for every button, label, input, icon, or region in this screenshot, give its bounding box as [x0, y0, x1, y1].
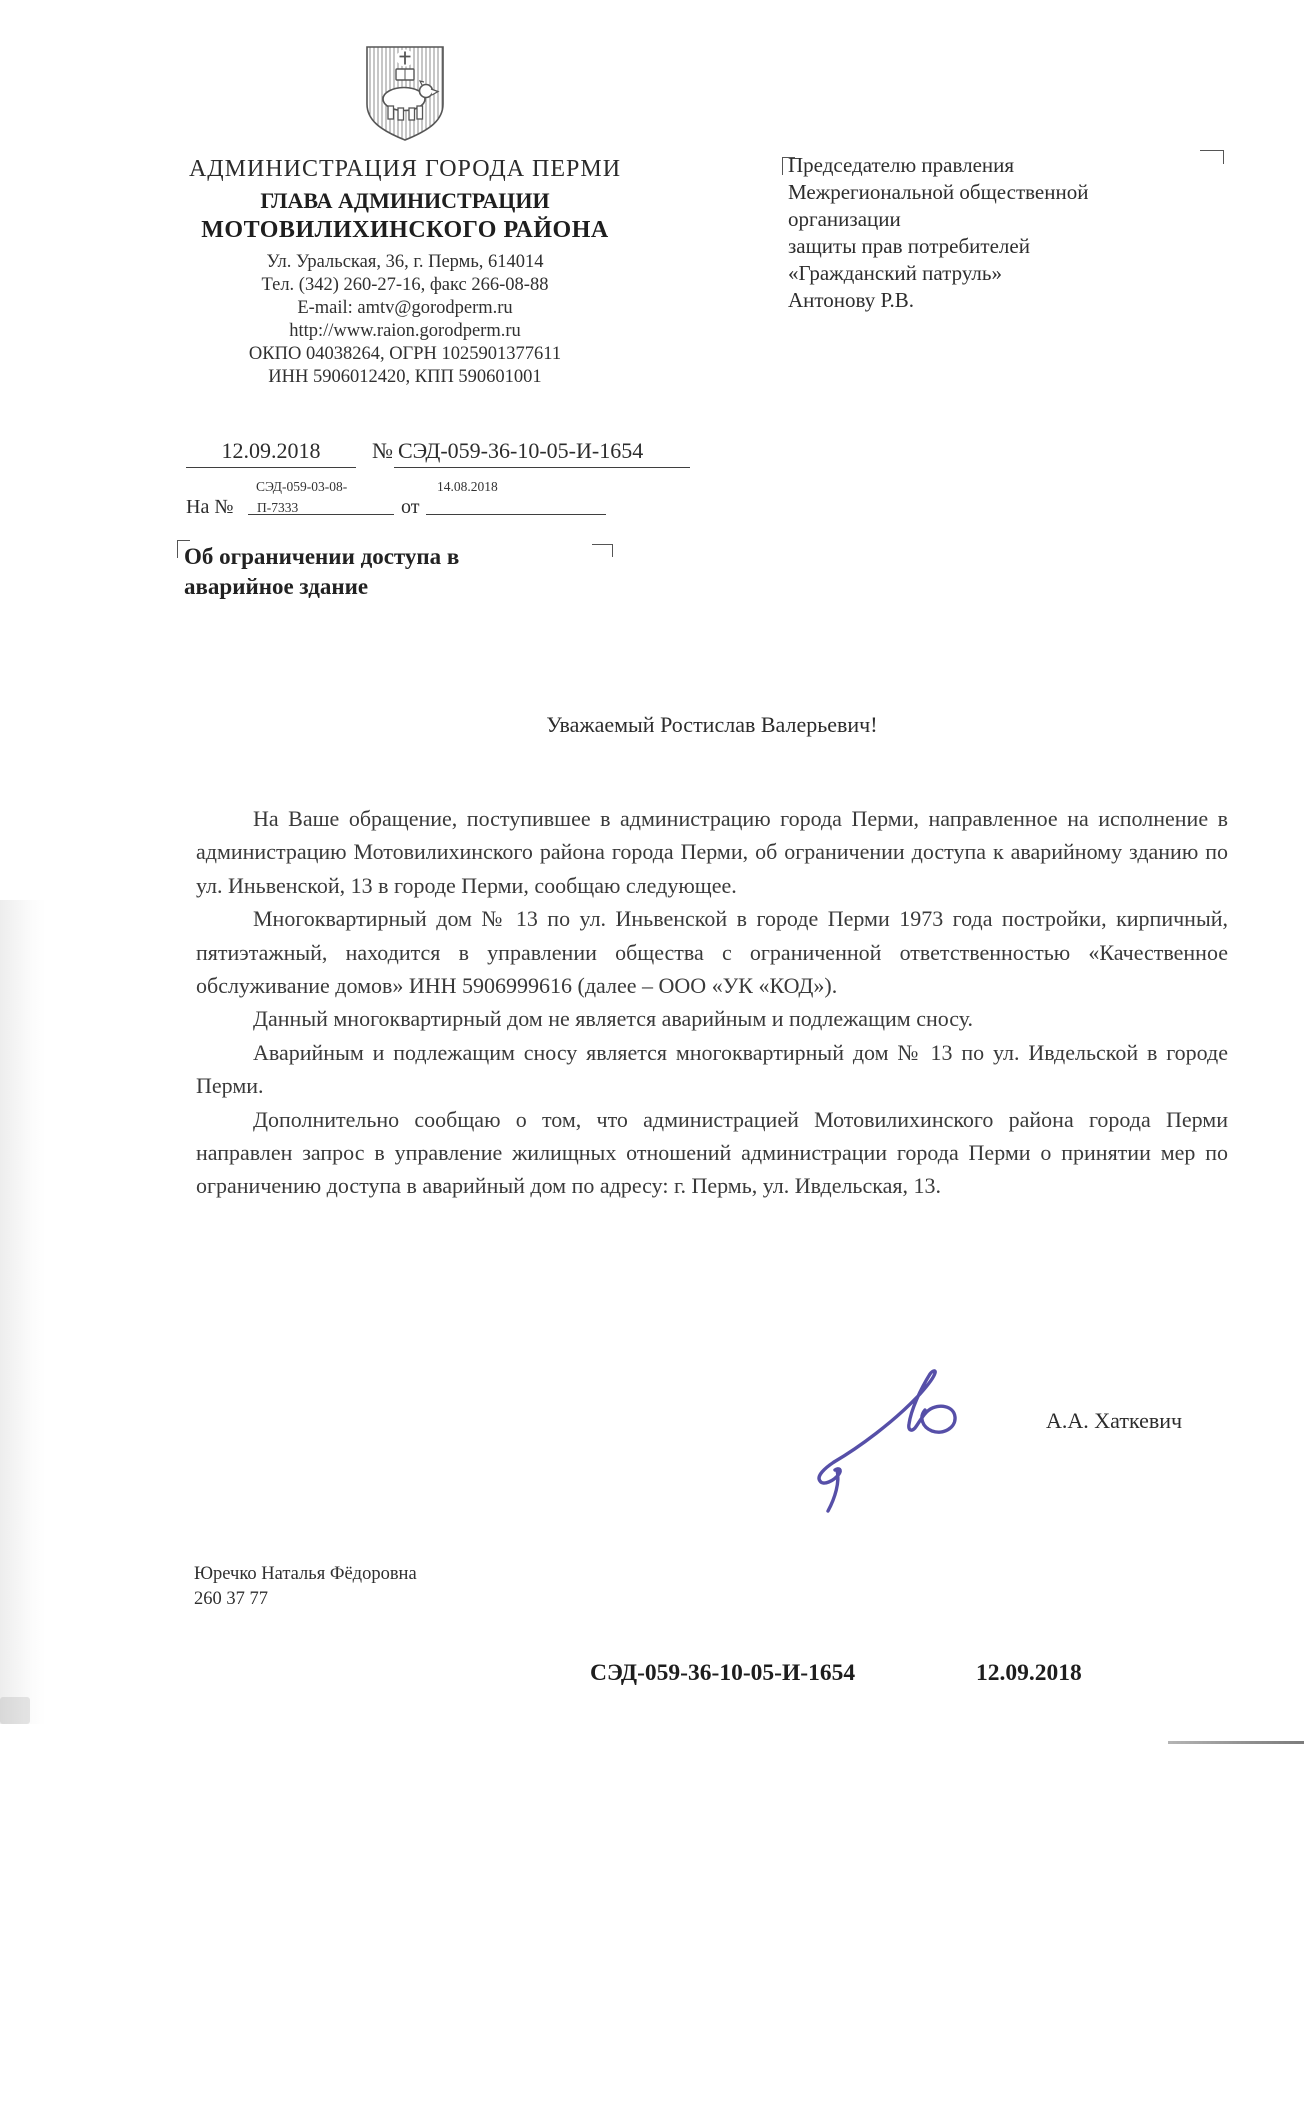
addressee-line: «Гражданский патруль» [788, 261, 1002, 285]
org-website: http://www.raion.gorodperm.ru [289, 321, 521, 341]
paragraph: Аварийным и подлежащим сносу является многоквартирный дом № 13 по ул. Ивдельской в городе Перми. [196, 1039, 1228, 1099]
signer-name: А.А. Хаткевич [1046, 1408, 1183, 1433]
paragraph: На Ваше обращение, поступившее в администрацию города Перми, направленное на исполнение в администрацию Мотовилихинского района города Перми, об ограничении доступа к аварийному зданию по ул. Иньвенской, 13 в городе Перми, сообщаю следующее. [196, 806, 1228, 898]
paragraph: Данный многоквартирный дом не является аварийным и подлежащим сносу. [253, 1006, 974, 1032]
org-email: E-mail: amtv@gorodperm.ru [297, 298, 513, 318]
reply-number-top: СЭД-059-03-08- [256, 479, 348, 494]
org-name-line3: МОТОВИЛИХИНСКОГО РАЙОНА [201, 217, 609, 243]
addressee-line: Председателю правления [788, 153, 1015, 177]
addressee-block [788, 152, 1228, 314]
salutation: Уважаемый Ростислав Валерьевич! [546, 712, 878, 737]
reply-from-label: от [401, 496, 420, 518]
reply-number-bottom: П-7333 [257, 500, 299, 515]
executor-phone: 260 37 77 [194, 1589, 268, 1609]
perm-coat-of-arms-bear-icon [360, 44, 450, 144]
addressee-line: защиты прав потребителей [788, 234, 1030, 258]
reply-prefix: На № [186, 496, 234, 518]
paragraph: Многоквартирный дом № 13 по ул. Иньвенской в городе Перми 1973 года постройки, кирпичный, пятиэтажный, находится в управлении общества с ограниченной ответственностью «Качественное обслуживание домов» ИНН 5906999616 (далее – ООО «УК «КОД»). [196, 906, 1228, 999]
number-sign: № [372, 438, 393, 463]
scan-gray-line [1168, 1741, 1304, 1744]
scan-edge-blob [0, 1697, 30, 1724]
org-inn-kpp: ИНН 5906012420, КПП 590601001 [268, 367, 542, 387]
footer-date: 12.09.2018 [976, 1660, 1082, 1686]
subject-line2: аварийное здание [184, 574, 369, 599]
reply-date: 14.08.2018 [437, 479, 498, 494]
coat-of-arms [360, 44, 450, 144]
letter-date: 12.09.2018 [186, 438, 356, 468]
org-name-line1: АДМИНИСТРАЦИЯ ГОРОДА ПЕРМИ [188, 156, 622, 182]
reply-number-underline [248, 514, 394, 515]
letter-body [196, 802, 1228, 1203]
org-name-line2: ГЛАВА АДМИНИСТРАЦИИ [260, 188, 550, 213]
addressee-line: организации [788, 207, 901, 231]
scan-edge-shadow [0, 900, 46, 1724]
addressee-line: Межрегиональной общественной [788, 180, 1089, 204]
subject-line1: Об ограничении доступа в [184, 544, 460, 569]
signature [806, 1366, 991, 1518]
org-address: Ул. Уральская, 36, г. Пермь, 614014 [266, 252, 544, 272]
executor-block [194, 1562, 417, 1612]
org-phone: Тел. (342) 260-27-16, факс 266-08-88 [261, 275, 549, 295]
reply-date-underline [426, 514, 606, 515]
addressee-line: Антонову Р.В. [788, 288, 915, 312]
subject-block [184, 542, 614, 602]
org-okpo-ogrn: ОКПО 04038264, ОГРН 1025901377611 [248, 344, 562, 364]
handwritten-signature-icon [806, 1366, 991, 1516]
executor-name: Юречко Наталья Фёдоровна [194, 1564, 417, 1584]
paragraph: Дополнительно сообщаю о том, что администрацией Мотовилихинского района города Перми направлен запрос в управление жилищных отношений администрации города Перми о принятии мер по ограничению доступа в аварийный дом по адресу: г. Пермь, ул. Ивдельская, 13. [196, 1106, 1228, 1199]
footer-number: СЭД-059-36-10-05-И-1654 [590, 1660, 856, 1686]
letterhead [150, 44, 660, 389]
letter-number: СЭД-059-36-10-05-И-1654 [394, 438, 690, 468]
